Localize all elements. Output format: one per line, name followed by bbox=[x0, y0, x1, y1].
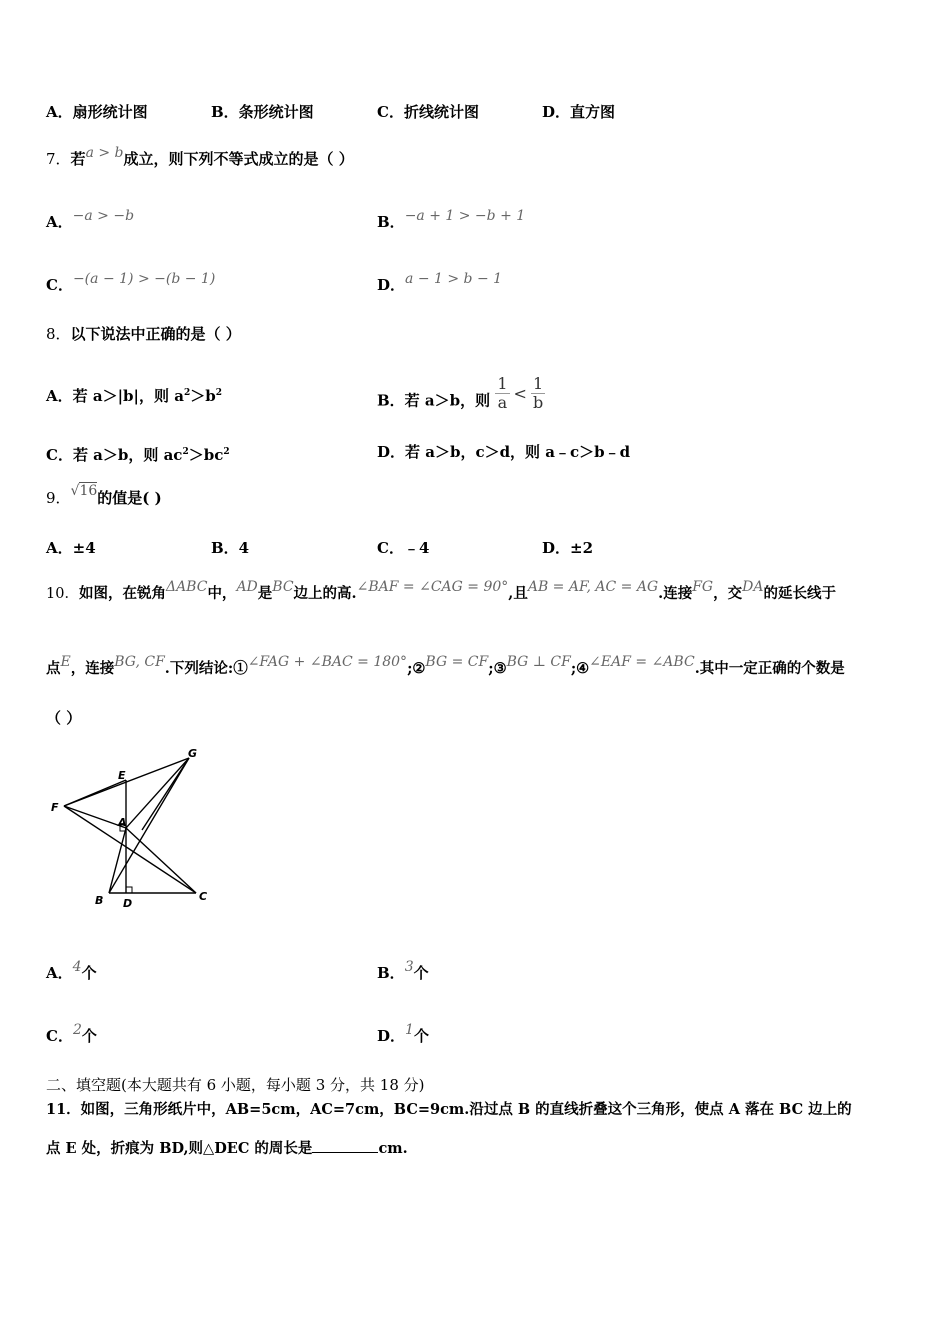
option-label: A． bbox=[46, 213, 73, 231]
math: BG = CF bbox=[425, 654, 489, 670]
q10-option-c bbox=[46, 1022, 97, 1047]
q9-option-d: D．±2 bbox=[542, 539, 594, 557]
q6-option-d: D．直方图 bbox=[542, 103, 616, 121]
q10-geometry-figure bbox=[46, 742, 216, 914]
text: 点 bbox=[46, 660, 61, 677]
q10-line2 bbox=[46, 654, 845, 679]
text: ;③ bbox=[488, 660, 507, 677]
text: 中， bbox=[207, 585, 237, 602]
label-a: A bbox=[118, 816, 127, 829]
option-unit: 个 bbox=[413, 964, 429, 982]
fraction-1-over-a bbox=[495, 375, 509, 412]
q9-text: 的值是( ) bbox=[97, 489, 162, 507]
option-math: −a + 1 > −b + 1 bbox=[404, 208, 526, 224]
math: BG ⊥ CF bbox=[506, 654, 571, 670]
q10-option-b bbox=[377, 959, 429, 984]
segment-fc bbox=[64, 806, 196, 893]
segment-fe bbox=[64, 780, 126, 806]
q8-stem bbox=[46, 324, 241, 344]
denominator: b bbox=[532, 393, 544, 412]
q8-option-c bbox=[46, 442, 230, 465]
q7-option-c bbox=[46, 271, 216, 296]
q10-line3: （ ） bbox=[46, 709, 82, 727]
text: ，连接 bbox=[70, 660, 115, 677]
text: ，交 bbox=[713, 585, 743, 602]
numerator: 1 bbox=[497, 374, 508, 393]
text: .连接 bbox=[658, 585, 693, 602]
text: .下列结论:① bbox=[164, 660, 248, 677]
q10-option-d bbox=[377, 1022, 429, 1047]
q10-line1 bbox=[46, 579, 836, 604]
q9-number: 9． bbox=[46, 489, 71, 507]
q7-condition: a > b bbox=[85, 145, 124, 161]
superscript: 2 bbox=[182, 447, 189, 457]
math: E bbox=[60, 654, 71, 670]
math: ∠BAF = ∠CAG = 90° bbox=[356, 579, 509, 595]
option-label: C． bbox=[46, 1027, 73, 1045]
q10-number: 10． bbox=[46, 586, 79, 602]
label-g: G bbox=[188, 747, 198, 760]
text: 点 E 处，折痕为 BD,则△DEC 的周长是 bbox=[46, 1140, 313, 1157]
q7-number: 7． bbox=[46, 150, 71, 168]
text: 的延长线于 bbox=[763, 585, 836, 602]
text: cm. bbox=[378, 1140, 408, 1157]
label-e: E bbox=[118, 769, 126, 782]
segment-ac bbox=[126, 828, 196, 893]
numerator: 1 bbox=[531, 375, 545, 394]
superscript: 2 bbox=[183, 388, 191, 398]
math: FG bbox=[692, 579, 714, 595]
answer-blank[interactable] bbox=[312, 1138, 378, 1153]
label-d: D bbox=[123, 897, 133, 910]
option-label: A． bbox=[46, 964, 73, 982]
q6-option-a: A．扇形统计图 bbox=[46, 103, 148, 121]
option-label: B． bbox=[377, 213, 405, 231]
text: .其中一定正确的个数是 bbox=[694, 660, 845, 677]
q7-option-b bbox=[377, 208, 526, 233]
math: DA bbox=[742, 579, 764, 595]
q8-option-d: D．若 a＞b，c＞d，则 a﹣c＞b﹣d bbox=[377, 443, 631, 461]
superscript: 2 bbox=[223, 447, 230, 457]
option-label: C． bbox=[46, 276, 73, 294]
text: 是 bbox=[257, 585, 273, 602]
option-label: B． bbox=[377, 964, 405, 982]
segment-fa bbox=[64, 806, 126, 828]
text: 边上的高. bbox=[293, 585, 357, 602]
q9-option-c: C．﹣4 bbox=[377, 539, 430, 557]
text: 如图，在锐角 bbox=[78, 585, 166, 602]
q8-option-b bbox=[377, 374, 545, 420]
option-text: ＞bc bbox=[188, 446, 224, 464]
q11-line2 bbox=[46, 1138, 408, 1159]
option-math: a − 1 > b − 1 bbox=[405, 271, 503, 287]
q7-stem bbox=[46, 145, 354, 170]
segment-gx bbox=[142, 758, 189, 830]
option-text: ＞b bbox=[190, 387, 216, 405]
option-label: D． bbox=[377, 1027, 406, 1045]
fraction-1-over-b bbox=[531, 375, 545, 412]
option-text: C．若 a＞b，则 ac bbox=[46, 446, 183, 464]
option-math: 1 bbox=[405, 1022, 414, 1038]
right-angle-mark-d bbox=[126, 887, 132, 893]
option-math: 3 bbox=[404, 959, 414, 975]
option-unit: 个 bbox=[81, 964, 97, 982]
q9-stem bbox=[46, 483, 162, 509]
superscript: 2 bbox=[215, 388, 222, 398]
math: ∠EAF = ∠ABC bbox=[589, 654, 695, 670]
option-unit: 个 bbox=[81, 1027, 97, 1045]
math: BG, CF bbox=[114, 654, 165, 670]
math: ∠FAG + ∠BAC = 180° bbox=[247, 654, 408, 670]
sqrt-16: √16 bbox=[70, 483, 98, 499]
text: ,且 bbox=[508, 585, 528, 602]
math: AD bbox=[236, 579, 258, 595]
label-c: C bbox=[199, 890, 208, 903]
q9-option-a: A．±4 bbox=[46, 539, 96, 557]
math: ΔABC bbox=[165, 579, 208, 595]
q6-option-b: B．条形统计图 bbox=[211, 103, 314, 121]
math: AB = AF, AC = AG bbox=[527, 579, 659, 595]
option-text: B．若 a＞b，则 bbox=[377, 391, 491, 410]
section-heading: 二、填空题(本大题共有 6 小题，每小题 3 分，共 18 分) bbox=[46, 1076, 425, 1094]
radicand: 16 bbox=[79, 483, 98, 499]
label-b: B bbox=[95, 894, 104, 907]
q8-text: 以下说法中正确的是（ ） bbox=[70, 325, 241, 343]
q10-option-a bbox=[46, 959, 97, 984]
option-text: A．若 a＞|b|，则 a bbox=[46, 387, 184, 405]
option-unit: 个 bbox=[413, 1027, 429, 1045]
math: BC bbox=[272, 579, 294, 595]
option-math: −(a − 1) > −(b − 1) bbox=[72, 271, 216, 287]
option-label: D． bbox=[377, 276, 406, 294]
segment-ga bbox=[126, 758, 189, 828]
text: ;④ bbox=[570, 660, 590, 677]
option-math: 4 bbox=[72, 959, 82, 975]
q7-option-d bbox=[377, 271, 503, 296]
less-than: < bbox=[513, 383, 527, 403]
q7-pre: 若 bbox=[70, 150, 86, 168]
q6-option-c: C．折线统计图 bbox=[377, 103, 479, 121]
q8-option-a bbox=[46, 383, 222, 406]
q7-option-a bbox=[46, 208, 135, 233]
option-math: −a > −b bbox=[72, 208, 135, 224]
q8-number: 8． bbox=[46, 325, 71, 343]
q7-post: 成立，则下列不等式成立的是（ ） bbox=[123, 150, 354, 168]
text: ;② bbox=[407, 660, 426, 677]
denominator: a bbox=[497, 393, 508, 412]
q9-option-b: B．4 bbox=[211, 539, 250, 557]
option-math: 2 bbox=[72, 1022, 82, 1038]
q11-line1: 11．如图，三角形纸片中，AB=5cm，AC=7cm，BC=9cm.沿过点 B 的直线折叠这个三角形，使点 A 落在 BC 边上的 bbox=[46, 1101, 852, 1118]
label-f: F bbox=[51, 801, 59, 814]
